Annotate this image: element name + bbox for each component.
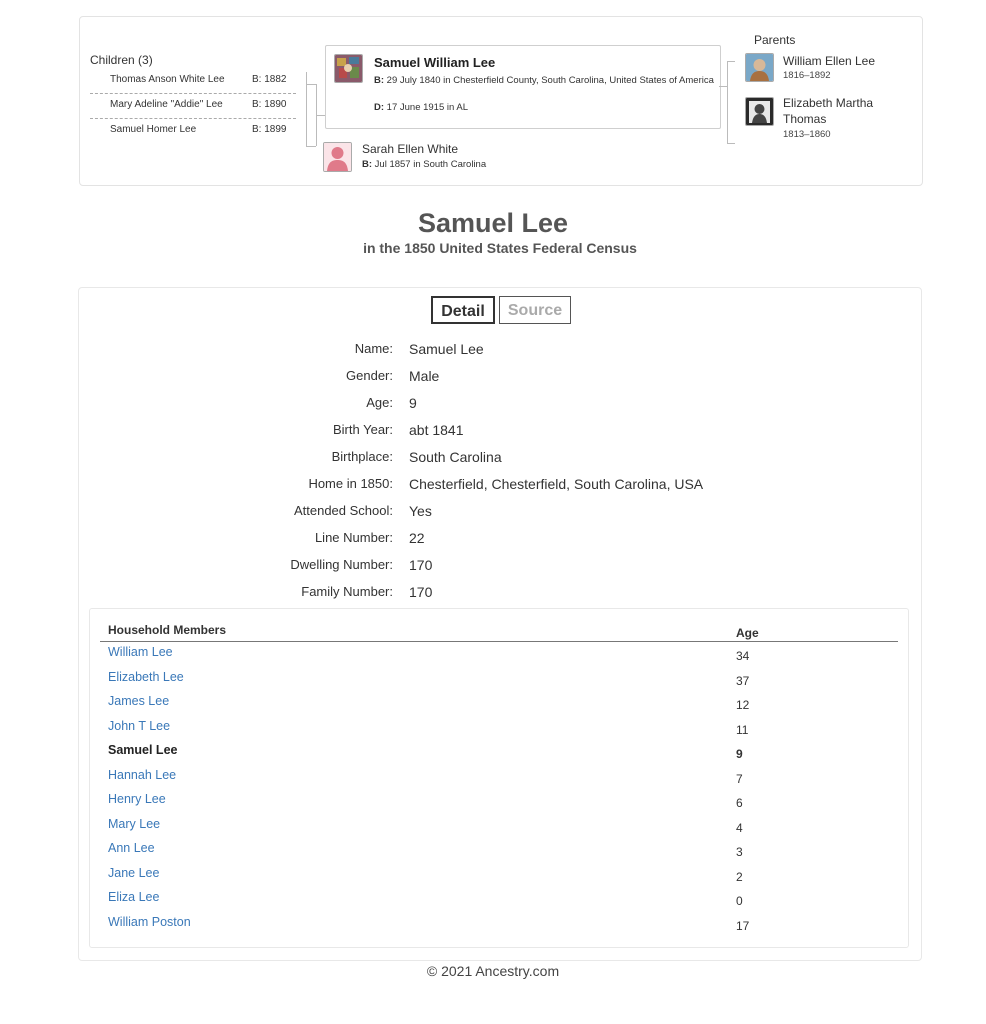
focus-person-death: [374, 102, 468, 113]
household-member-age: 11: [736, 723, 749, 737]
household-member-link[interactable]: Hannah Lee: [108, 768, 177, 782]
death-detail: 17 June 1915 in AL: [386, 102, 469, 113]
field-value: abt 1841: [409, 422, 464, 438]
field-label: Gender:: [346, 368, 393, 383]
child-link[interactable]: Mary Adeline "Addie" Lee: [110, 99, 223, 110]
focus-person-card[interactable]: [325, 45, 721, 129]
household-member-link[interactable]: John T Lee: [108, 719, 171, 733]
child-link[interactable]: Thomas Anson White Lee: [110, 74, 225, 85]
father-dates: 1816–1892: [783, 70, 831, 81]
divider: [90, 118, 296, 119]
household-member-age: 2: [736, 870, 743, 884]
household-member-link[interactable]: Henry Lee: [108, 792, 166, 806]
age-header: Age: [736, 626, 759, 640]
connector-line: [727, 61, 735, 62]
field-value: 170: [409, 584, 433, 600]
household-member-link[interactable]: Eliza Lee: [108, 890, 160, 904]
child-birth: B: 1890: [252, 99, 287, 110]
spouse-birth: [362, 159, 486, 170]
connector-line: [316, 115, 325, 116]
household-members-header: Household Members: [108, 623, 227, 637]
mother-photo-icon[interactable]: [745, 97, 774, 126]
household-member-age: 9: [736, 747, 743, 761]
spouse-name[interactable]: Sarah Ellen White: [362, 142, 459, 156]
household-member-age: 12: [736, 698, 750, 712]
connector-line: [719, 86, 727, 87]
record-detail-card: [78, 287, 922, 961]
field-label: Age:: [366, 395, 393, 410]
mother-dates: 1813–1860: [783, 129, 831, 140]
field-label: Family Number:: [301, 584, 393, 599]
field-label: Birth Year:: [333, 422, 393, 437]
connector-line: [306, 146, 316, 147]
person-photo-icon: [334, 54, 363, 83]
tab-detail[interactable]: Detail: [431, 296, 495, 324]
household-member-age: 37: [736, 674, 750, 688]
field-value: Chesterfield, Chesterfield, South Carolina, USA: [409, 476, 704, 492]
mother-name[interactable]: Elizabeth Martha Thomas: [783, 96, 874, 126]
field-value: Yes: [409, 503, 432, 519]
field-label: Birthplace:: [331, 449, 393, 464]
tab-source[interactable]: Source: [499, 296, 571, 324]
birth-detail: Jul 1857 in South Carolina: [374, 159, 487, 170]
field-label: Home in 1850:: [308, 476, 393, 491]
field-label: Attended School:: [293, 503, 393, 518]
household-member-age: 17: [736, 919, 750, 933]
birth-label: B:: [362, 159, 373, 170]
field-value: Male: [409, 368, 440, 384]
household-member-link[interactable]: Ann Lee: [108, 841, 155, 855]
household-members-table: [89, 608, 909, 948]
father-name[interactable]: William Ellen Lee: [783, 54, 876, 68]
field-value: South Carolina: [409, 449, 502, 465]
household-member-link[interactable]: William Poston: [108, 915, 191, 929]
birth-detail: 29 July 1840 in Chesterfield County, South Carolina, United States of America: [386, 75, 714, 86]
death-label: D:: [374, 102, 385, 113]
child-birth: B: 1899: [252, 124, 287, 135]
household-member-link[interactable]: William Lee: [108, 645, 173, 659]
field-label: Dwelling Number:: [290, 557, 393, 572]
household-member-age: 34: [736, 649, 750, 663]
connector-line: [306, 84, 316, 85]
household-member-age: 3: [736, 845, 743, 859]
birth-label: B:: [374, 75, 385, 86]
household-member-age: 6: [736, 796, 743, 810]
household-member-age: 0: [736, 894, 743, 908]
household-member-current: Samuel Lee: [108, 743, 178, 757]
focus-person-name[interactable]: Samuel William Lee: [374, 55, 496, 70]
household-member-age: 7: [736, 772, 743, 786]
field-label: Line Number:: [314, 530, 393, 545]
connector-line: [727, 61, 728, 143]
record-title: Samuel Lee: [417, 208, 569, 238]
household-member-link[interactable]: Elizabeth Lee: [108, 670, 184, 684]
connector-line: [727, 143, 735, 144]
female-avatar-icon[interactable]: [323, 142, 352, 172]
household-member-age: 4: [736, 821, 743, 835]
child-link[interactable]: Samuel Homer Lee: [110, 124, 197, 135]
field-value: 9: [409, 395, 417, 411]
children-heading: Children (3): [90, 53, 153, 67]
household-member-link[interactable]: James Lee: [108, 694, 170, 708]
household-member-link[interactable]: Jane Lee: [108, 866, 160, 880]
focus-person-birth: [374, 74, 714, 87]
father-photo-icon[interactable]: [745, 53, 774, 82]
child-birth: B: 1882: [252, 74, 287, 85]
family-summary-card: [79, 16, 923, 186]
field-label: Name:: [354, 341, 393, 356]
header-rule: [100, 641, 898, 642]
field-value: 22: [409, 530, 425, 546]
copyright-footer: © 2021 Ancestry.com: [426, 963, 560, 979]
parents-heading: Parents: [754, 33, 796, 47]
field-value: 170: [409, 557, 433, 573]
household-member-link[interactable]: Mary Lee: [108, 817, 161, 831]
record-subtitle: in the 1850 United States Federal Census: [363, 240, 637, 256]
divider: [90, 93, 296, 94]
field-value: Samuel Lee: [409, 341, 484, 357]
